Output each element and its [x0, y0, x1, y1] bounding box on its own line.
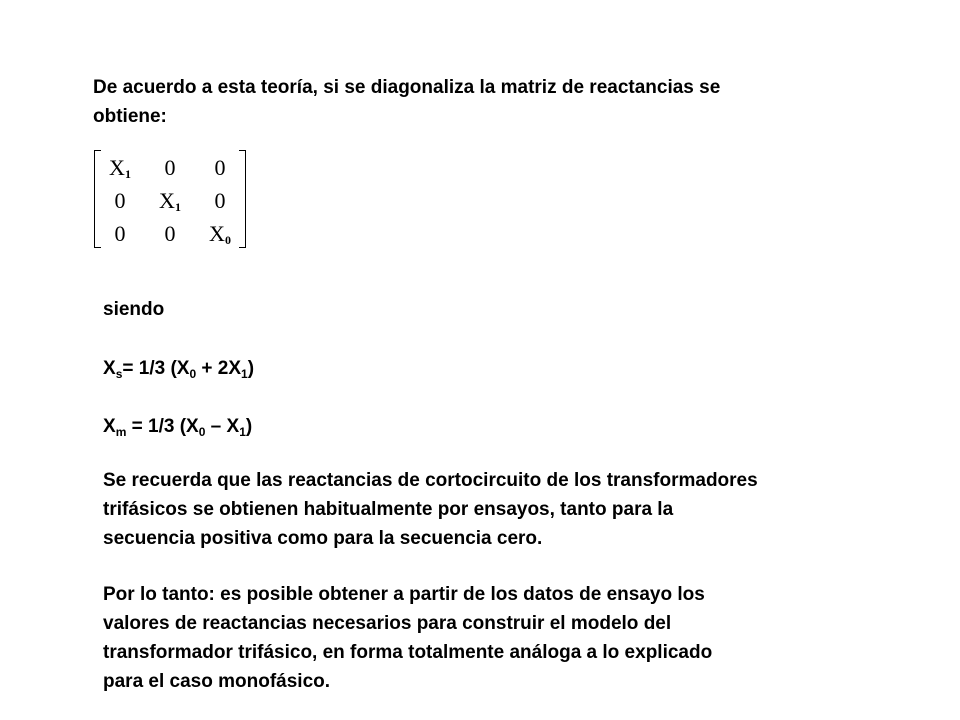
matrix-cell-r2c1: 0 [114, 188, 126, 213]
recuerda-paragraph [103, 466, 758, 553]
recuerda-line-2: trifásicos se obtienen habitualmente por ensayos, tanto para la [103, 499, 674, 520]
recuerda-line-1: Se recuerda que las reactancias de cortocircuito de los transformadores [103, 470, 758, 491]
matrix-cell-r3c3: $X_0$ [209, 221, 231, 247]
matrix-cell-r1c2: 0 [164, 155, 176, 180]
recuerda-line-3: secuencia positiva como para la secuencia cero. [103, 528, 543, 549]
intro-paragraph [93, 73, 720, 131]
matrix-right-bracket [239, 150, 246, 248]
matrix-cell-r1c1: $X_1$ [109, 155, 131, 181]
intro-line-2: obtiene: [93, 106, 167, 127]
intro-line-1: De acuerdo a esta teoría, si se diagonaliza la matriz de reactancias se [93, 77, 721, 98]
reactance-matrix [94, 150, 246, 248]
conclusion-line-4: para el caso monofásico. [103, 671, 331, 692]
equation-xs: $X_s= 1/3$ $(X_0 + 2X_1)$ [103, 358, 255, 381]
matrix-cell-r2c2: $X_1$ [159, 188, 181, 214]
conclusion-line-3: transformador trifásico, en forma totalmente análoga a lo explicado [103, 642, 713, 663]
matrix-cell-r1c3: 0 [214, 155, 226, 180]
equation-xm: $X_m = 1/3$ $(X_0 - X_1)$ [103, 416, 253, 439]
matrix-cell-r3c1: 0 [114, 221, 126, 246]
matrix-cell-r3c2: 0 [164, 221, 176, 246]
conclusion-line-1: Por lo tanto: es posible obtener a partir de los datos de ensayo los [103, 584, 705, 605]
matrix-cell-r2c3: 0 [214, 188, 226, 213]
siendo-label: siendo [103, 299, 165, 320]
conclusion-paragraph [103, 580, 712, 696]
conclusion-line-2: valores de reactancias necesarios para construir el modelo del [103, 613, 672, 634]
